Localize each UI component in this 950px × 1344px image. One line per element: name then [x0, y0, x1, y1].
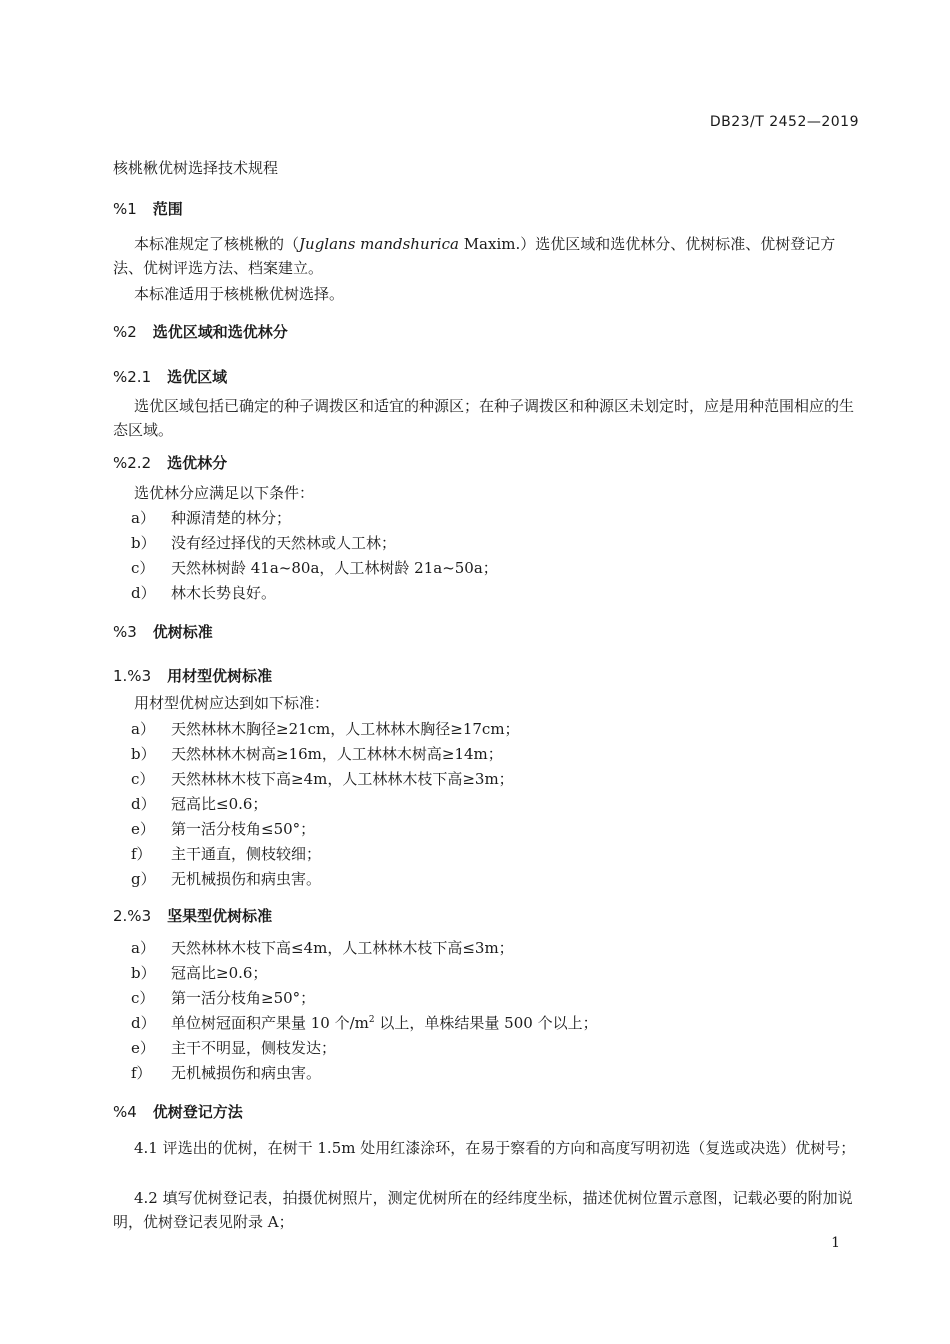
list-label: c） — [131, 989, 155, 1007]
list-text: 天然林林木胸径≥21cm，人工林林木胸径≥17cm； — [171, 720, 520, 738]
section-number: %2.2 — [113, 454, 152, 472]
section-2-1-paragraph: 选优区域包括已确定的种子调拨区和适宜的种源区；在种子调拨区和种源区未划定时，应是用种范围相应的生态区域。 — [113, 397, 855, 439]
list-text: 林木长势良好。 — [171, 584, 277, 602]
list-item — [131, 962, 267, 983]
section-number: 2.%3 — [113, 907, 152, 925]
section-title: 用材型优树标准 — [167, 667, 273, 685]
list-label: b） — [131, 745, 156, 763]
section-title: 优树登记方法 — [152, 1103, 243, 1121]
list-label: a） — [131, 509, 155, 527]
list-text: 无机械损伤和病虫害。 — [171, 1064, 322, 1082]
list-text: 冠高比≤0.6； — [171, 795, 268, 813]
latin-name: Juglans mandshurica — [299, 235, 459, 253]
list-text: 天然林林木树高≥16m，人工林林木树高≥14m； — [171, 745, 503, 763]
section-number: %3 — [113, 623, 137, 641]
list-label: f） — [131, 845, 152, 863]
section-title: 范围 — [152, 200, 183, 218]
list-item — [131, 818, 315, 839]
list-text: 主干不明显，侧枝发达； — [171, 1039, 337, 1057]
list-item — [131, 743, 503, 764]
section-3-1-intro: 用材型优树应达到如下标准： — [134, 694, 330, 712]
section-number: %1 — [113, 200, 137, 218]
section-1-paragraph-2: 本标准适用于核桃楸优树选择。 — [134, 285, 345, 303]
list-item — [131, 937, 514, 958]
section-3-heading — [113, 621, 213, 642]
list-text: 以上，单株结果量 500 个以上； — [374, 1014, 598, 1032]
section-number: 1.%3 — [113, 667, 152, 685]
list-label: a） — [131, 939, 155, 957]
list-label: e） — [131, 820, 155, 838]
list-item — [131, 768, 514, 789]
section-1-paragraph-1 — [113, 232, 859, 280]
list-label: d） — [131, 795, 156, 813]
list-text: 第一活分枝角≤50°； — [171, 820, 316, 838]
list-label: d） — [131, 1014, 156, 1032]
superscript: 2 — [368, 1015, 375, 1025]
list-text: 天然林树龄 41a~80a，人工林树龄 21a~50a； — [171, 559, 498, 577]
list-item — [131, 1037, 336, 1058]
list-text: 第一活分枝角≥50°； — [171, 989, 316, 1007]
text-run: 本标准规定了核桃楸的（ — [134, 235, 300, 253]
section-4-paragraph-2: 4.2 填写优树登记表，拍摄优树照片，测定优树所在的经纬度坐标，描述优树位置示意图，记载必要的附加说明，优树登记表见附录 A； — [113, 1189, 853, 1231]
page-number: 1 — [831, 1235, 840, 1251]
list-label: a） — [131, 720, 155, 738]
list-label: c） — [131, 559, 155, 577]
section-title: 优树标准 — [152, 623, 213, 641]
list-item — [131, 843, 321, 864]
standard-code: DB23/T 2452—2019 — [709, 114, 859, 130]
list-label: c） — [131, 770, 155, 788]
list-item — [131, 557, 498, 578]
section-number: %2 — [113, 323, 137, 341]
list-item — [131, 718, 520, 739]
list-item — [131, 868, 321, 889]
list-text: 单位树冠面积产果量 10 个/m — [171, 1014, 369, 1032]
list-text: 冠高比≥0.6； — [171, 964, 268, 982]
list-item — [131, 1012, 598, 1033]
list-item — [131, 507, 291, 528]
list-item — [131, 532, 396, 553]
list-label: e） — [131, 1039, 155, 1057]
list-text: 没有经过择伐的天然林或人工林； — [171, 534, 397, 552]
list-item — [131, 582, 276, 603]
text-run: Maxim.）选优区域和选优林分、优树标准、优树登记方法、优树评选方法、档案建立。 — [113, 235, 836, 277]
section-3-1-heading — [113, 665, 272, 686]
section-title: 选优区域和选优林分 — [152, 323, 288, 341]
list-text: 主干通直，侧枝较细； — [171, 845, 322, 863]
section-number: %2.1 — [113, 368, 152, 386]
section-2-2-intro: 选优林分应满足以下条件： — [134, 484, 315, 502]
section-2-1-heading — [113, 366, 227, 387]
section-2-heading — [113, 321, 288, 342]
list-item — [131, 987, 315, 1008]
section-title: 选优区域 — [167, 368, 228, 386]
list-text: 种源清楚的林分； — [171, 509, 292, 527]
list-label: f） — [131, 1064, 152, 1082]
section-title: 选优林分 — [167, 454, 228, 472]
list-label: d） — [131, 584, 156, 602]
section-1-heading — [113, 198, 183, 219]
list-item — [131, 793, 267, 814]
section-4-paragraph-1: 4.1 评选出的优树，在树干 1.5m 处用红漆涂环，在易于察看的方向和高度写明初选（复选或决选）优树号； — [134, 1139, 856, 1157]
list-label: b） — [131, 534, 156, 552]
section-2-2-heading — [113, 452, 227, 473]
section-number: %4 — [113, 1103, 137, 1121]
document-title: 核桃楸优树选择技术规程 — [113, 159, 279, 177]
list-label: g） — [131, 870, 156, 888]
section-3-2-heading — [113, 905, 272, 926]
section-4-heading — [113, 1101, 243, 1122]
list-item — [131, 1062, 321, 1083]
list-text: 无机械损伤和病虫害。 — [171, 870, 322, 888]
list-text: 天然林林木枝下高≤4m，人工林林木枝下高≤3m； — [171, 939, 514, 957]
list-text: 天然林林木枝下高≥4m，人工林林木枝下高≥3m； — [171, 770, 514, 788]
section-title: 坚果型优树标准 — [167, 907, 273, 925]
list-label: b） — [131, 964, 156, 982]
